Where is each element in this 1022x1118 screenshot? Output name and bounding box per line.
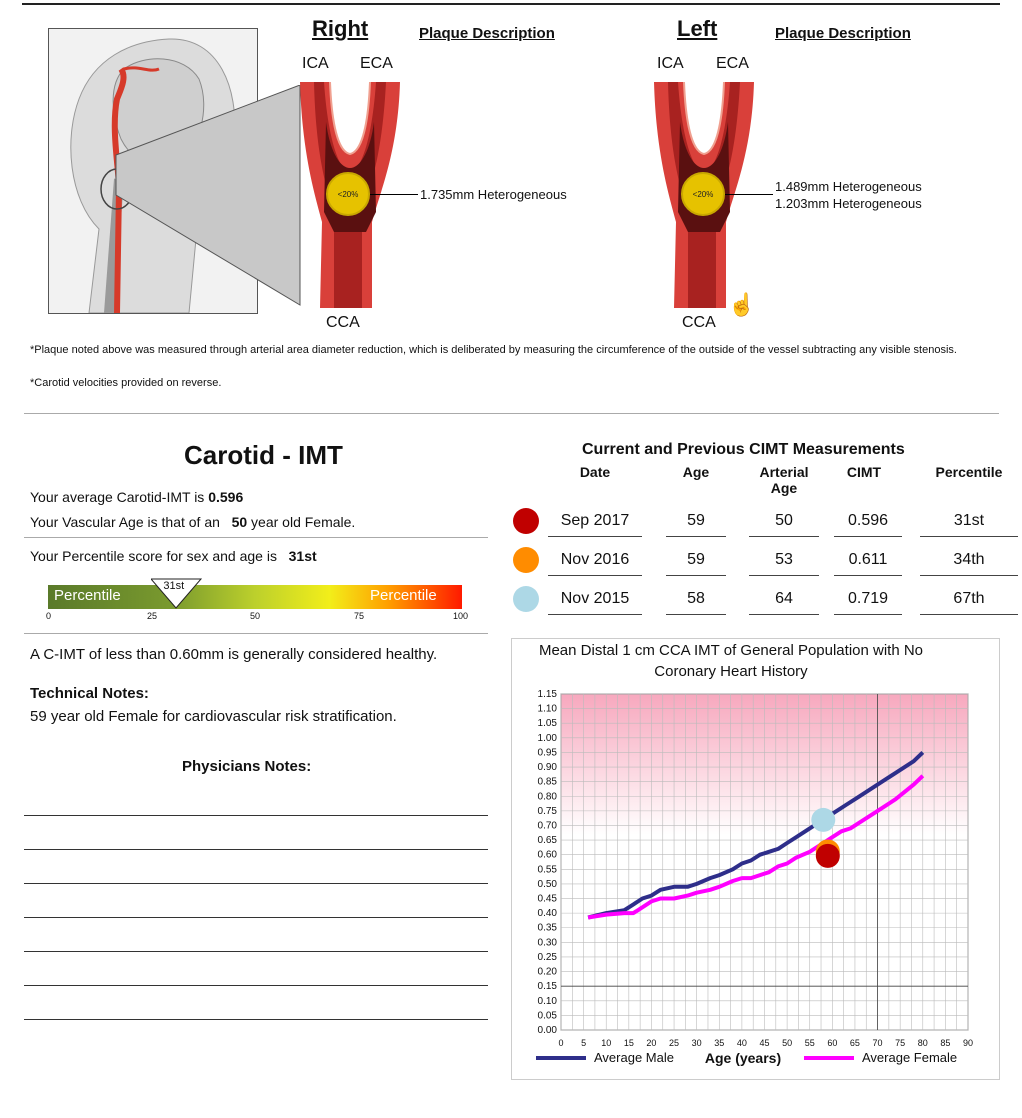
y-tick-label: 0.60 [537,849,557,861]
row-marker-nov-2015 [513,586,539,612]
table-cell-arterial-age: 50 [749,512,819,537]
table-cell-percentile: 67th [920,590,1018,615]
y-tick-label: 0.35 [537,922,557,934]
table-cell-cimt: 0.611 [834,551,902,576]
right-plaque-description-link[interactable]: Plaque Description [419,25,555,42]
measurement-point-nov-2015 [811,808,835,832]
x-tick-label: 30 [691,1038,702,1048]
avg-imt-value: 0.596 [208,489,244,505]
right-plaque-badge: <20% [326,172,370,216]
chart-title: Mean Distal 1 cm CCA IMT of General Population with No Coronary Heart History [538,642,924,680]
imt-title: Carotid - IMT [184,440,343,470]
x-tick-label: 70 [872,1038,883,1048]
physician-note-line-1[interactable] [24,815,488,816]
top-rule [22,3,1000,5]
col-header-age: Age [682,464,710,480]
measurement-point-sep-2017 [816,844,840,868]
y-tick-label: 0.75 [537,805,557,817]
y-tick-label: 0.40 [537,908,557,920]
x-tick-label: 20 [646,1038,657,1048]
x-tick-label: 40 [736,1038,747,1048]
percentile-marker-label: 31st [163,580,185,592]
legend-label-male: Average Male [594,1050,674,1065]
x-tick-label: 10 [601,1038,612,1048]
percentile-bar-left-label: Percentile [54,587,121,604]
physician-note-line-2[interactable] [24,849,488,850]
table-cell-date: Nov 2015 [548,590,642,615]
x-tick-label: 55 [804,1038,815,1048]
percentile-bar-right-label: Percentile [370,587,437,604]
row-marker-sep-2017 [513,508,539,534]
y-tick-label: 0.05 [537,1010,557,1022]
table-cell-age: 58 [666,590,726,615]
table-cell-cimt: 0.719 [834,590,902,615]
physician-note-line-6[interactable] [24,985,488,986]
col-header-date: Date [579,464,611,480]
x-tick-label: 0 [558,1038,564,1048]
left-cca-label: CCA [682,314,716,331]
table-cell-percentile: 34th [920,551,1018,576]
percentile-tick-0: 0 [46,611,52,621]
right-measurement-1: 1.735mm Heterogeneous [420,187,567,202]
physician-note-line-7[interactable] [24,1019,488,1020]
left-plaque-description-link[interactable]: Plaque Description [775,25,911,42]
imt-chart [511,680,998,1076]
percentile-tick-50: 50 [250,611,261,621]
vascular-age-prefix: Your Vascular Age is that of an [30,514,224,530]
y-tick-label: 0.30 [537,937,557,949]
left-measurement-2: 1.203mm Heterogeneous [775,196,922,211]
footnote-plaque: *Plaque noted above was measured through arterial area diameter reduction, which is deliberated by measuring the circumference of the outside of the vessel subtracting any visible stenosis. [30,344,957,356]
x-tick-label: 25 [669,1038,680,1048]
imt-divider-2 [24,633,488,634]
vascular-age-suffix: year old Female. [247,514,356,530]
vascular-age-value: 50 [231,514,248,530]
vascular-age-line [30,514,355,530]
right-leader-line [370,194,418,195]
avg-imt-line [30,489,243,505]
x-tick-label: 60 [827,1038,838,1048]
x-tick-label: 80 [917,1038,928,1048]
percentile-tick-100: 100 [453,611,469,621]
avg-imt-prefix: Your average Carotid-IMT is [30,489,209,505]
percentile-tick-75: 75 [354,611,365,621]
table-cell-date: Sep 2017 [548,512,642,537]
right-eca-label: ECA [360,55,393,72]
healthy-note: A C-IMT of less than 0.60mm is generally considered healthy. [30,646,438,663]
physician-note-line-3[interactable] [24,883,488,884]
col-header-arterial-age: Arterial Age [759,464,809,496]
col-header-cimt: CIMT [846,464,882,480]
right-cca-label: CCA [326,314,360,331]
technical-notes-text: 59 year old Female for cardiovascular risk stratification. [30,708,397,725]
x-tick-label: 65 [849,1038,860,1048]
left-title: Left [677,16,718,41]
y-tick-label: 1.05 [537,718,557,730]
y-tick-label: 1.10 [537,703,557,715]
x-tick-label: 90 [962,1038,974,1048]
x-tick-label: 35 [714,1038,725,1048]
x-tick-label: 45 [759,1038,770,1048]
y-tick-label: 0.85 [537,776,557,788]
table-cell-arterial-age: 64 [749,590,819,615]
y-tick-label: 1.15 [537,689,557,700]
hand-cursor-icon: ☝ [728,292,756,317]
y-tick-label: 0.90 [537,762,557,774]
y-tick-label: 0.15 [537,981,557,993]
left-eca-label: ECA [716,55,749,72]
x-axis-label: Age (years) [704,1050,782,1066]
y-tick-label: 0.55 [537,864,557,876]
imt-divider-1 [24,537,488,538]
x-tick-label: 15 [623,1038,634,1048]
x-tick-label: 50 [782,1038,793,1048]
table-cell-arterial-age: 53 [749,551,819,576]
measurements-table-title: Current and Previous CIMT Measurements [582,441,905,458]
right-ica-label: ICA [302,55,329,72]
y-tick-label: 0.95 [537,747,557,759]
x-tick-label: 75 [895,1038,906,1048]
y-tick-label: 0.25 [537,951,557,963]
footnote-velocities: *Carotid velocities provided on reverse. [30,377,222,389]
y-tick-label: 0.70 [537,820,557,832]
y-tick-label: 0.00 [537,1025,557,1036]
physician-note-line-5[interactable] [24,951,488,952]
percentile-value: 31st [288,548,317,564]
table-cell-percentile: 31st [920,512,1018,537]
table-cell-age: 59 [666,512,726,537]
col-header-percentile: Percentile [935,464,1003,480]
legend-label-female: Average Female [862,1050,958,1065]
left-leader-line [725,194,773,195]
physician-note-line-4[interactable] [24,917,488,918]
table-cell-cimt: 0.596 [834,512,902,537]
y-tick-label: 0.10 [537,995,557,1007]
percentile-line [30,548,317,564]
y-tick-label: 0.65 [537,835,557,847]
y-tick-label: 0.80 [537,791,557,803]
table-cell-date: Nov 2016 [548,551,642,576]
y-tick-label: 0.50 [537,878,557,890]
left-measurement-1: 1.489mm Heterogeneous [775,179,922,194]
zoom-projection [100,85,320,310]
y-tick-label: 0.45 [537,893,557,905]
section-divider [24,413,999,414]
left-ica-label: ICA [657,55,684,72]
percentile-tick-25: 25 [147,611,158,621]
x-tick-label: 5 [581,1038,587,1048]
row-marker-nov-2016 [513,547,539,573]
table-cell-age: 59 [666,551,726,576]
right-title: Right [312,16,369,41]
left-plaque-badge: <20% [681,172,725,216]
physicians-notes-title: Physicians Notes: [182,758,312,775]
x-tick-label: 85 [940,1038,951,1048]
percentile-prefix: Your Percentile score for sex and age is [30,548,281,564]
technical-notes-title: Technical Notes: [30,685,149,702]
y-tick-label: 1.00 [537,732,557,744]
y-tick-label: 0.20 [537,966,557,978]
